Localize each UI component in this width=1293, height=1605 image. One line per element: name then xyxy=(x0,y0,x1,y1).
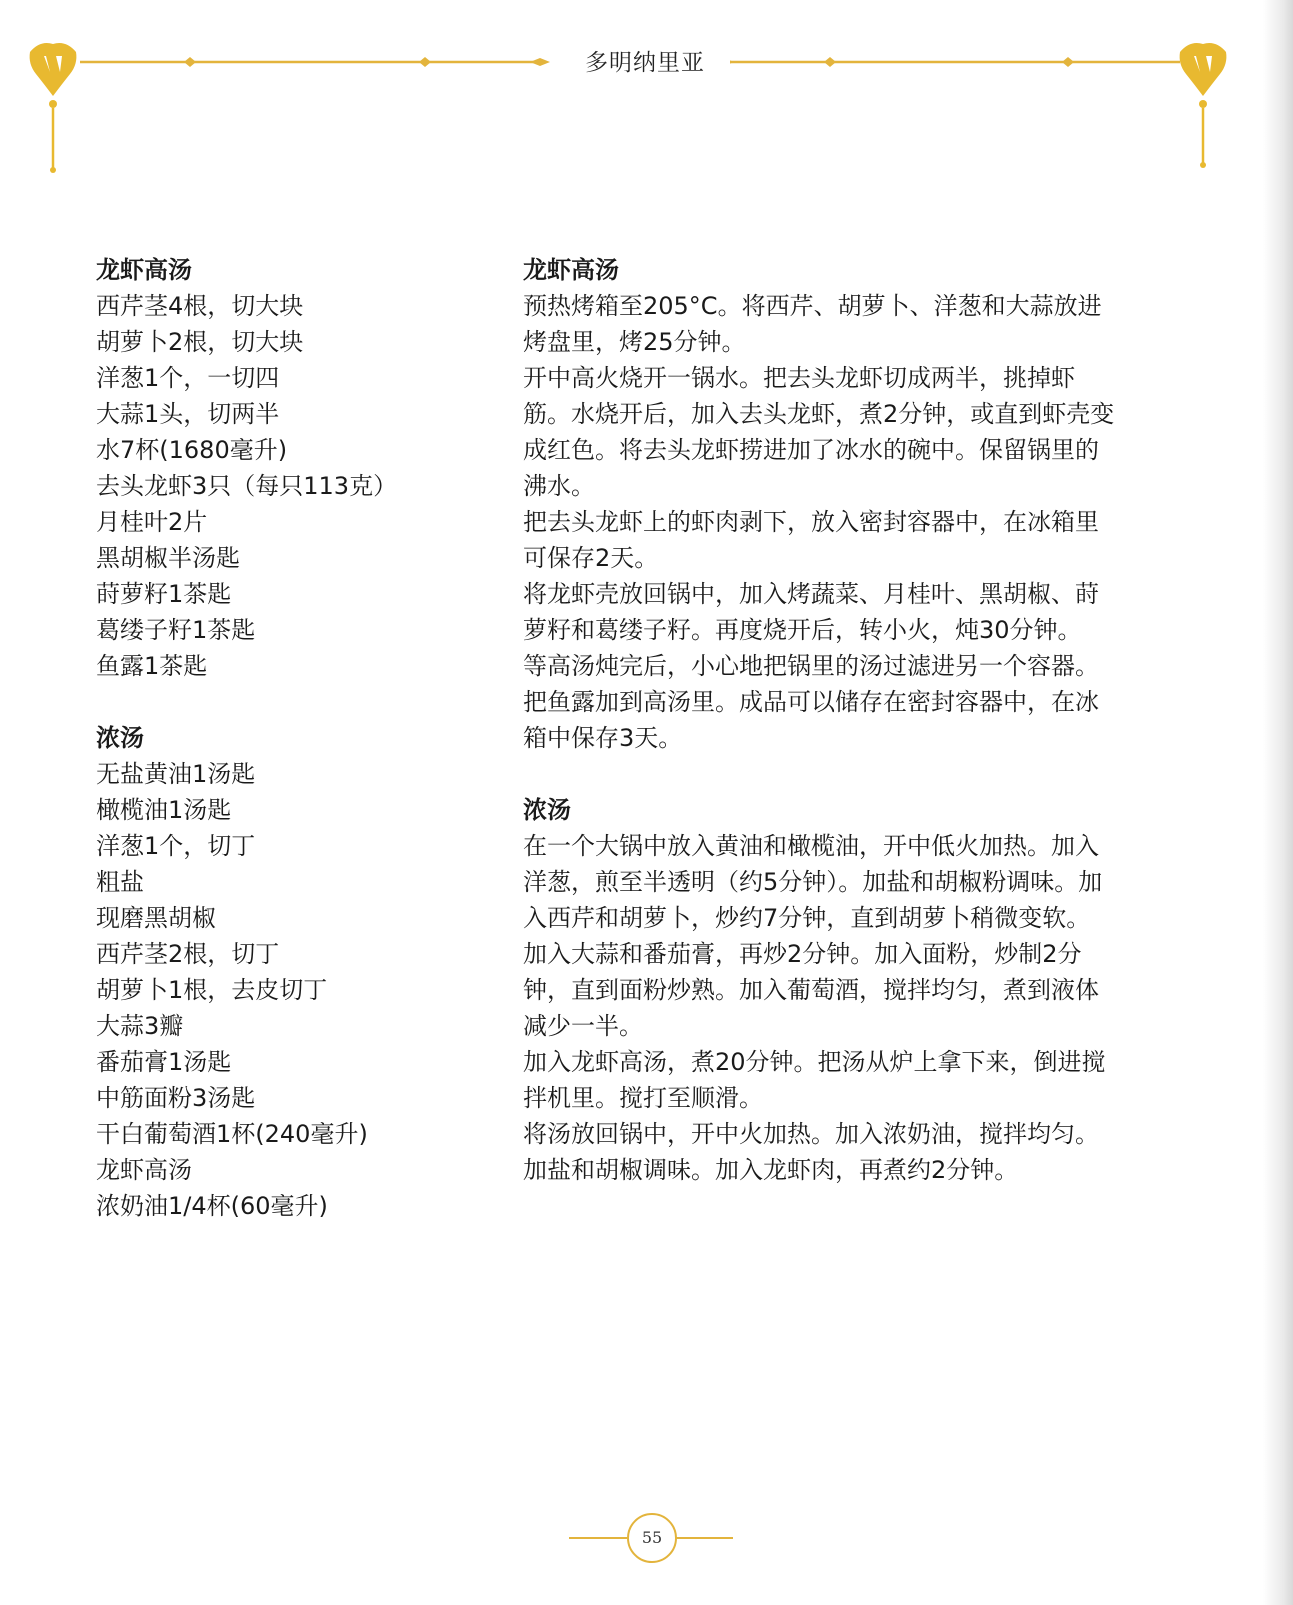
instruction-line: 减少一半。 xyxy=(523,1012,643,1040)
ingredient-item: 干白葡萄酒1杯(240毫升) xyxy=(96,1120,368,1148)
ingredients-column xyxy=(96,252,476,1224)
header-ornament xyxy=(0,0,1293,190)
instruction-line: 加入大蒜和番茄膏，再炒2分钟。加入面粉，炒制2分 xyxy=(523,940,1082,968)
instruction-line: 预热烤箱至205°C。将西芹、胡萝卜、洋葱和大蒜放进 xyxy=(523,292,1102,320)
ingredient-item: 番茄膏1汤匙 xyxy=(96,1048,232,1076)
instruction-line: 把鱼露加到高汤里。成品可以储存在密封容器中，在冰 xyxy=(523,688,1099,716)
instruction-line: 拌机里。搅打至顺滑。 xyxy=(523,1084,763,1112)
instruction-line: 加入龙虾高汤，煮20分钟。把汤从炉上拿下来，倒进搅 xyxy=(523,1048,1106,1076)
instruction-line: 沸水。 xyxy=(523,472,595,500)
ingredient-item: 橄榄油1汤匙 xyxy=(96,796,232,824)
ingredient-item: 龙虾高汤 xyxy=(96,1156,192,1184)
instruction-line: 洋葱，煎至半透明（约5分钟）。加盐和胡椒粉调味。加 xyxy=(523,868,1103,896)
instruction-line: 钟，直到面粉炒熟。加入葡萄酒，搅拌均匀，煮到液体 xyxy=(523,976,1099,1004)
instruction-line: 把去头龙虾上的虾肉剥下，放入密封容器中，在冰箱里 xyxy=(523,508,1099,536)
ingredient-item: 无盐黄油1汤匙 xyxy=(96,760,256,788)
instructions-column xyxy=(523,252,1203,1188)
ingredient-item: 莳萝籽1茶匙 xyxy=(96,580,232,608)
ingredient-item: 洋葱1个，一切四 xyxy=(96,364,280,392)
instruction-line: 可保存2天。 xyxy=(523,544,659,572)
ingredient-item: 胡萝卜2根，切大块 xyxy=(96,328,304,356)
bisque-ingredients-heading: 浓汤 xyxy=(96,724,144,752)
ingredient-item: 月桂叶2片 xyxy=(96,508,208,536)
section-gap xyxy=(96,684,476,720)
page-number: 55 xyxy=(627,1513,677,1563)
instruction-line: 等高汤炖完后，小心地把锅里的汤过滤进另一个容器。 xyxy=(523,652,1099,680)
instruction-line: 将龙虾壳放回锅中，加入烤蔬菜、月桂叶、黑胡椒、莳 xyxy=(523,580,1099,608)
right-emblem-icon xyxy=(1180,43,1227,168)
ingredient-item: 大蒜3瓣 xyxy=(96,1012,184,1040)
instruction-line: 萝籽和葛缕子籽。再度烧开后，转小火，炖30分钟。 xyxy=(523,616,1082,644)
instruction-line: 加盐和胡椒调味。加入龙虾肉，再煮约2分钟。 xyxy=(523,1156,1019,1184)
ingredient-item: 黑胡椒半汤匙 xyxy=(96,544,240,572)
page-header xyxy=(0,0,1293,190)
instruction-line: 将汤放回锅中，开中火加热。加入浓奶油，搅拌均匀。 xyxy=(523,1120,1099,1148)
instruction-line: 在一个大锅中放入黄油和橄榄油，开中低火加热。加入 xyxy=(523,832,1099,860)
instruction-line: 入西芹和胡萝卜，炒约7分钟，直到胡萝卜稍微变软。 xyxy=(523,904,1091,932)
stock-instructions-heading: 龙虾高汤 xyxy=(523,256,619,284)
left-emblem-icon xyxy=(30,43,77,173)
ingredient-item: 葛缕子籽1茶匙 xyxy=(96,616,256,644)
stock-ingredients-heading: 龙虾高汤 xyxy=(96,256,192,284)
page-edge-shadow xyxy=(1263,0,1293,1605)
instruction-line: 成红色。将去头龙虾捞进加了冰水的碗中。保留锅里的 xyxy=(523,436,1099,464)
ingredient-item: 现磨黑胡椒 xyxy=(96,904,216,932)
ingredient-item: 洋葱1个，切丁 xyxy=(96,832,256,860)
ingredient-item: 中筋面粉3汤匙 xyxy=(96,1084,256,1112)
ingredient-item: 胡萝卜1根，去皮切丁 xyxy=(96,976,328,1004)
ingredient-item: 浓奶油1/4杯(60毫升) xyxy=(96,1192,328,1220)
page-number-rule-left xyxy=(569,1537,627,1539)
bisque-instructions-heading: 浓汤 xyxy=(523,796,571,824)
instruction-line: 开中高火烧开一锅水。把去头龙虾切成两半，挑掉虾 xyxy=(523,364,1075,392)
header-title: 多明纳里亚 xyxy=(560,44,730,77)
ingredient-item: 西芹茎4根，切大块 xyxy=(96,292,304,320)
ingredient-item: 西芹茎2根，切丁 xyxy=(96,940,280,968)
section-gap xyxy=(523,756,1203,792)
ingredient-item: 水7杯(1680毫升) xyxy=(96,436,288,464)
ingredient-item: 粗盐 xyxy=(96,868,144,896)
ingredient-item: 鱼露1茶匙 xyxy=(96,652,208,680)
instruction-line: 筋。水烧开后，加入去头龙虾，煮2分钟，或直到虾壳变 xyxy=(523,400,1115,428)
instruction-line: 箱中保存3天。 xyxy=(523,724,683,752)
ingredient-item: 去头龙虾3只（每只113克） xyxy=(96,472,398,500)
page-number-rule-right xyxy=(675,1537,733,1539)
instruction-line: 烤盘里，烤25分钟。 xyxy=(523,328,746,356)
ingredient-item: 大蒜1头，切两半 xyxy=(96,400,280,428)
